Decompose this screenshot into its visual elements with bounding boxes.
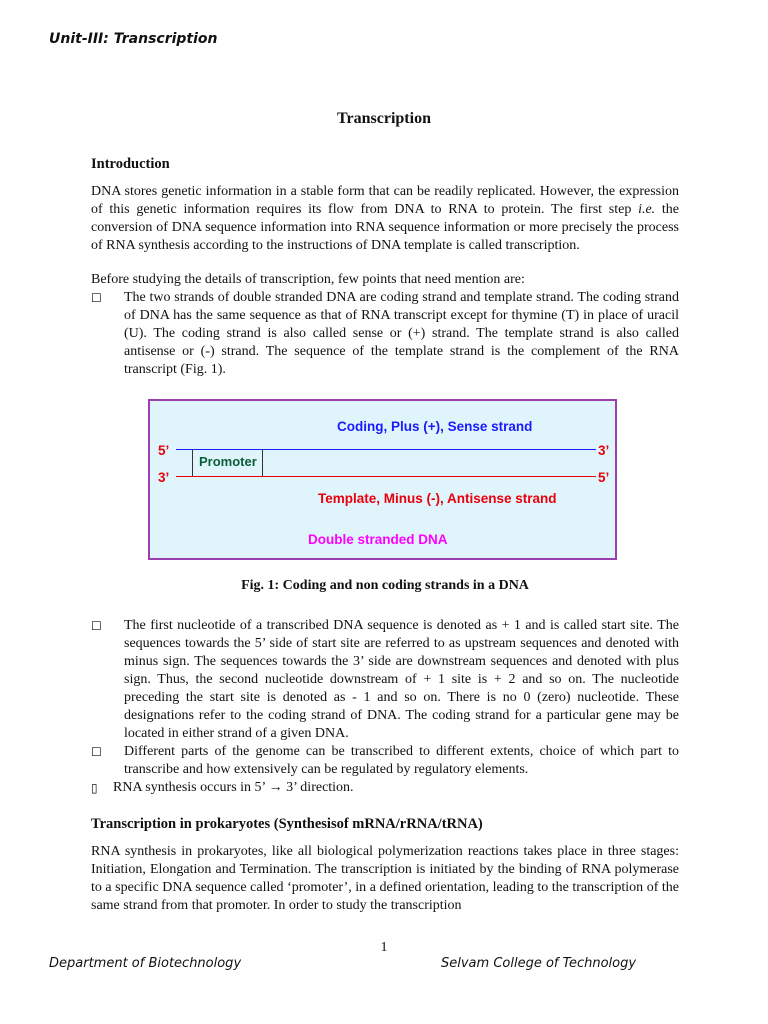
intro-paragraph — [91, 183, 679, 255]
template-strand-label: Template, Minus (-), Antisense strand — [318, 491, 557, 506]
bottom-left-end: 3’ — [158, 470, 170, 485]
list-item — [91, 743, 679, 779]
double-stranded-label: Double stranded DNA — [308, 532, 448, 547]
intro-text-a: DNA stores genetic information in a stable form that can be readily replicated. However, the expression of this genetic information requires its flow from DNA to RNA to protein. The first step — [91, 184, 679, 217]
prokaryotes-heading: Transcription in prokaryotes (Synthesisof mRNA/rRNA/tRNA) — [91, 816, 483, 832]
page-number: 1 — [380, 940, 388, 955]
dna-strand-figure — [148, 399, 617, 560]
figure-caption: Fig. 1: Coding and non coding strands in a DNA — [241, 578, 529, 593]
bullet-text: The first nucleotide of a transcribed DNA sequence is denoted as + 1 and is called start site. The sequences towards the 5’ side of start site are referred to as upstream sequences and denoted with minus sign. The sequences towards the 3’ side are downstream sequences and denoted with plus sign. Thus, the second nucleotide downstream of + 1 site is + 2 and so on. The nucleotide preceding the start site is denoted as - 1 and so on. There is no 0 (zero) nucleotide. These designations refer to the coding strand of DNA. The coding strand for a particular gene may be located in either strand of a given DNA. — [124, 618, 679, 741]
bullet-text: The two strands of double stranded DNA are coding strand and template strand. The coding strand of DNA has the same sequence as that of RNA transcript except for thymine (T) in place of uracil (U). The coding strand is also called sense or (+) strand. The template strand is also called antisense or (-) strand. The sequence of the template strand is the complement of the RNA transcript (Fig. 1). — [124, 290, 679, 377]
bullet-text: RNA synthesis occurs in 5’ → 3’ direction. — [113, 780, 354, 795]
footer-department: Department of Biotechnology — [49, 956, 242, 971]
main-content — [91, 155, 679, 915]
header-unit-title: Unit-III: Transcription — [49, 31, 218, 47]
bullet-box-icon: ☐ — [91, 291, 102, 305]
bullet-text: Different parts of the genome can be transcribed to different extents, choice of which part to transcribe and how extensively can be regulated by regulatory elements. — [124, 744, 679, 777]
coding-strand-label: Coding, Plus (+), Sense strand — [337, 419, 533, 434]
intro-ie: i.e. — [638, 202, 656, 217]
promoter-label: Promoter — [199, 454, 257, 469]
bullet-box-icon: ▯ — [91, 781, 98, 795]
list-item — [91, 779, 679, 797]
list-item — [91, 289, 679, 379]
intro-text-b: the conversion of DNA sequence information into RNA sequence information or more precisely the process of RNA synthesis according to the instructions of DNA template is called transcription. — [91, 202, 679, 253]
footer-college: Selvam College of Technology — [441, 956, 637, 971]
top-right-end: 3’ — [598, 443, 610, 458]
template-strand-line — [176, 476, 596, 477]
prokaryotes-paragraph: RNA synthesis in prokaryotes, like all biological polymerization reactions takes place in three stages: Initiation, Elongation and Termination. The transcription is initiated by the binding of RNA polymerase to a specific DNA sequence called ‘promoter’, in a defined orientation, leading to the transcription of the same strand from that promoter. In order to study the transcription — [91, 844, 679, 913]
list-item — [91, 617, 679, 743]
bullet-box-icon: ☐ — [91, 619, 102, 633]
bullet-box-icon: ☐ — [91, 745, 102, 759]
bottom-right-end: 5’ — [598, 470, 610, 485]
top-left-end: 5’ — [158, 443, 170, 458]
page-title: Transcription — [337, 110, 431, 127]
intro-heading: Introduction — [91, 156, 170, 172]
points-intro: Before studying the details of transcription, few points that need mention are: — [91, 272, 525, 287]
